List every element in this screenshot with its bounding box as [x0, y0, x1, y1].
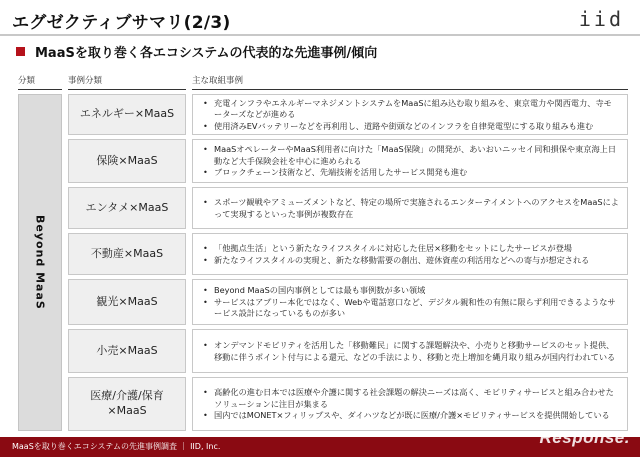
list-item: • 新たなライフスタイルの実現と、新たな移動需要の創出、遊休資産の利活用などへの寄与が想定される [203, 255, 619, 267]
row-category: 不動産×MaaS [68, 233, 186, 275]
row-category: エンタメ×MaaS [68, 187, 186, 229]
list-item: • 充電インフラやエネルギーマネジメントシステムをMaaSに組み込む取り組みを、東京電力や関西電力、寺モーターズなどが進める [203, 98, 619, 121]
column-header-subcategory: 事例分類 [68, 74, 186, 90]
row-examples [192, 139, 628, 183]
list-item: • 「他拠点生活」という新たなライフスタイルに対応した住居×移動をセットにしたサービスが登場 [203, 243, 619, 255]
table-row [68, 233, 628, 275]
row-category: 保険×MaaS [68, 139, 186, 183]
table-row [68, 279, 628, 325]
list-item: • 国内ではMONET×フィリップスや、ダイハツなどが既に医療/介護×モビリティサービスを提供開始している [203, 410, 619, 422]
red-square-bullet-icon [16, 47, 25, 56]
table-row [68, 187, 628, 229]
table-row [68, 94, 628, 135]
row-category: 小売×MaaS [68, 329, 186, 373]
list-item: • サービスはアプリー本化ではなく、Webや電話窓口など、デジタル親和性の有無に限らず利用できるようなサービス設計になっているものが多い [203, 297, 619, 320]
list-item: • 高齢化の進む日本では医療や介護に関する社会課題の解決ニーズは高く、モビリティサービスと組み合わせたソリューションに注目が集まる [203, 387, 619, 410]
footer-text: MaaSを取り巻くエコシステムの先進事例調査 ｜ IID, Inc. [12, 442, 221, 451]
row-examples [192, 279, 628, 325]
row-category: 医療/介護/保育 ×MaaS [68, 377, 186, 431]
list-item: • オンデマンドモビリティを活用した「移動難民」に関する課題解決や、小売りと移動サービスのセット提供、移動に伴うポイント付与による還元、などの手法により、移動と売上増加を縄月取り組みが国内行われている [203, 340, 619, 363]
list-item: • MaaSオペレーターやMaaS利用者に向けた「MaaS保険」の開発が、あいおいニッセイ同和損保や東京海上日動など大手保険会社を中心に進められる [203, 144, 619, 167]
row-examples [192, 233, 628, 275]
table-row [68, 377, 628, 431]
section-heading-text: MaaSを取り巻く各エコシステムの代表的な先進事例/傾向 [35, 46, 378, 61]
row-examples [192, 187, 628, 229]
list-item: • スポーツ観戦やアミューズメントなど、特定の場所で実施されるエンターテイメントへのアクセスをMaaSによって実現するといった事例が複数存在 [203, 197, 619, 220]
response-watermark: Response. [539, 428, 630, 447]
page-title: エグゼクティブサマリ(2/3) [12, 13, 231, 33]
list-item: • 使用済みEVバッテリーなどを再利用し、道路や街頭などのインフラを自律発電型にする取り組みも進む [203, 121, 619, 133]
row-examples [192, 377, 628, 431]
list-item: • Beyond MaaSの国内事例としては最も事例数が多い領域 [203, 285, 619, 297]
column-header-category: 分類 [18, 74, 62, 90]
row-category: エネルギー×MaaS [68, 94, 186, 135]
title-divider [0, 34, 640, 36]
table-row [68, 329, 628, 373]
section-heading [16, 42, 377, 61]
row-examples [192, 329, 628, 373]
beyond-maas-text: Beyond MaaS [33, 215, 47, 310]
table-row [68, 139, 628, 183]
beyond-maas-group-label [18, 94, 62, 431]
company-logo: iid [578, 7, 624, 31]
column-header-examples: 主な取組事例 [192, 74, 628, 90]
list-item: • ブロックチェーン技術など、先端技術を活用したサービス開発も進む [203, 167, 619, 179]
row-examples [192, 94, 628, 135]
row-category: 観光×MaaS [68, 279, 186, 325]
